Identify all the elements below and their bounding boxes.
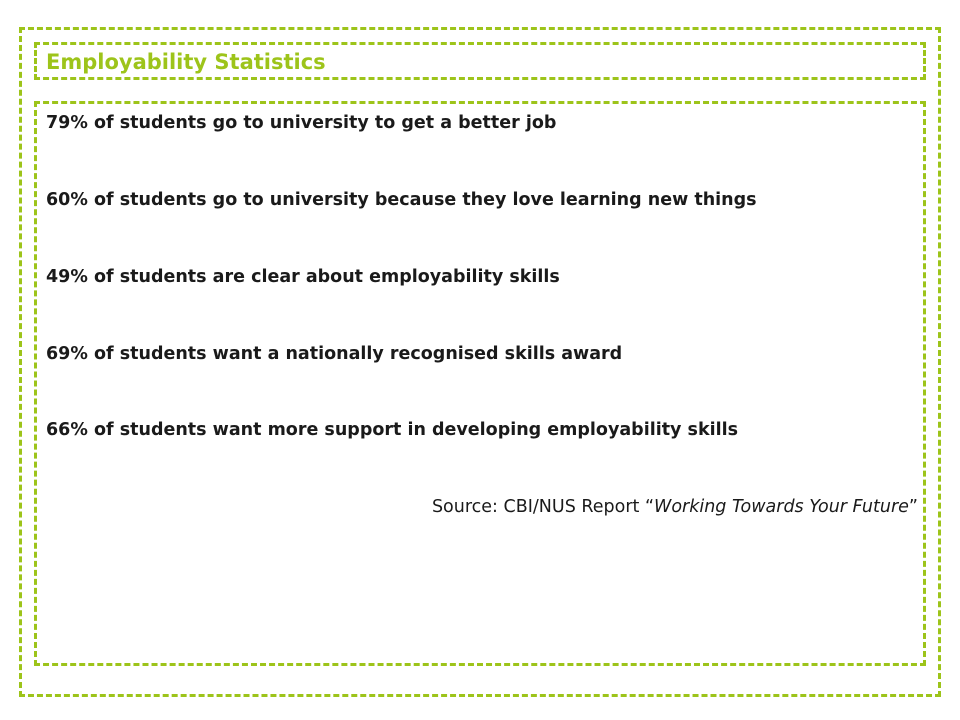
- content-box: [34, 101, 926, 666]
- source-suffix: ”: [908, 497, 918, 517]
- source-prefix: Source: CBI/NUS Report “: [431, 497, 655, 517]
- title-box: [34, 42, 926, 80]
- stat-item: 60% of students go to university because they love learning new things: [46, 190, 757, 210]
- stat-item: 69% of students want a nationally recognised skills award: [46, 344, 623, 364]
- stat-item: 49% of students are clear about employability skills: [46, 267, 560, 287]
- source-report-title: Working Towards Your Future: [654, 497, 909, 517]
- stat-item: 66% of students want more support in developing employability skills: [46, 420, 739, 440]
- source-citation: [432, 496, 918, 518]
- stat-item: 79% of students go to university to get a better job: [46, 113, 557, 133]
- slide-title: Employability Statistics: [46, 50, 326, 74]
